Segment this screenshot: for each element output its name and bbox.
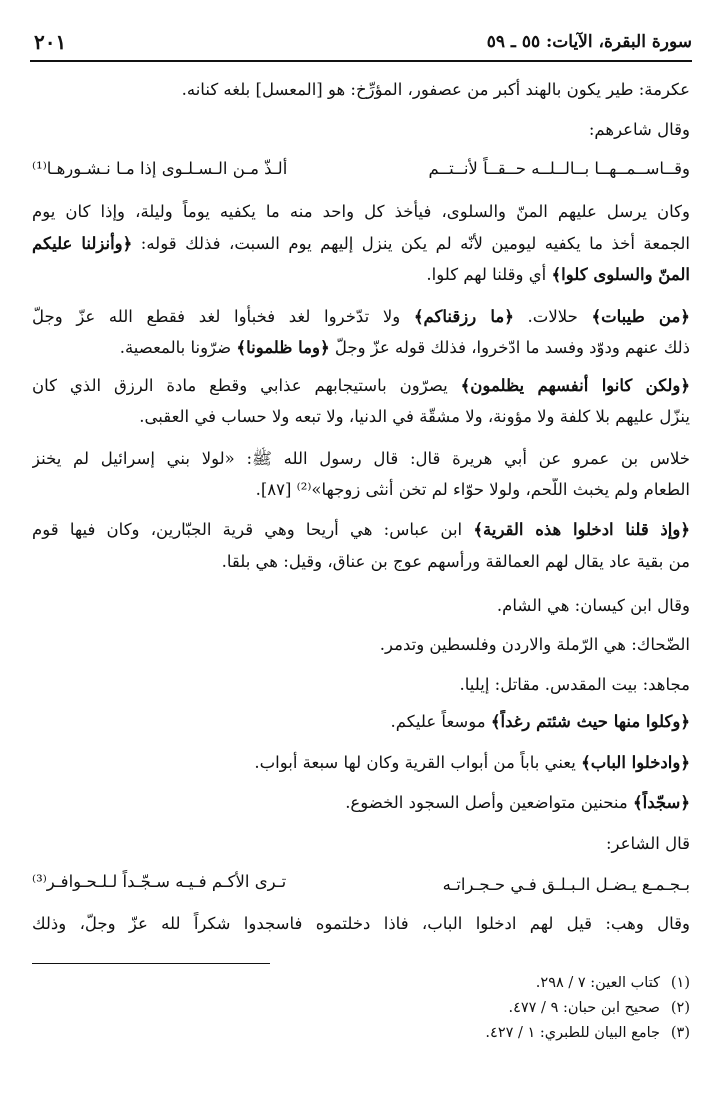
text-segment: ابن عباس: هي أريحا وهي قرية الجبّارين، وكان فيها قوم [32, 520, 474, 539]
poem-verse-first-hemistich: وقــاســمــهــا بــالــلــه حــقــاً لأنــتــم [428, 159, 690, 178]
text-line: الضّحاك: هي الرّملة والاردن وفلسطين وتدمر. [379, 635, 690, 654]
poem-verse-second-hemistich: تـرى الأكـم فـيـه سـجّـداً لـلـحـوافـر⁽³⁾ [32, 872, 287, 891]
text-line: الطعام ولم يخبث اللّحم، ولولا حوّاء لم تخن أنثى زوجها»⁽²⁾ [٨٧]. [255, 480, 690, 499]
text-segment: يصرّون باستيجابهم عذابي وقطع مادة الرزق الذي كان [32, 376, 461, 395]
quran-quote: ﴿وإذ قلنا ادخلوا هذه القرية﴾ [473, 520, 690, 539]
text-line: مجاهد: بيت المقدس. مقاتل: إيليا. [459, 675, 690, 694]
poem-verse-first-hemistich: بـجـمـع يـضـل الـبـلـق فـي حـجـراتـه [442, 875, 690, 894]
text-line: وقال شاعرهم: [588, 120, 690, 139]
text-line: عكرمة: طير يكون بالهند أكبر من عصفور، المؤرِّخ: هو [المعسل] بلغه كنانه. [181, 80, 690, 99]
text-line [32, 336, 690, 360]
text-line: ينزّل عليهم بلا كلفة ولا مؤونة، ولا مشقّة في الدنيا، ولا تبعه ولا حساب في العقبى. [139, 407, 690, 426]
page-header [30, 30, 692, 62]
quran-quote: ﴿وما ظلمونا﴾ [236, 338, 330, 357]
footnote-text: جامع البيان للطبري: ١ / ٤٢٧. [485, 1025, 660, 1041]
footnote-number: (٣) [670, 1025, 690, 1041]
text-line [32, 263, 690, 287]
text-segment: موسعاً عليكم. [390, 712, 491, 731]
footnote-number: (٢) [670, 1000, 690, 1016]
footnote-text: كتاب العين: ٧ / ٢٩٨. [535, 975, 660, 991]
text-line: خلاس بن عمرو عن أبي هريرة قال: قال رسول الله ﷺ: «لولا بني إسرائيل لم يخنز [32, 449, 690, 468]
quran-quote: ﴿سجّداً﴾ [632, 793, 690, 812]
text-line [32, 374, 690, 398]
text-line: وقال ابن كيسان: هي الشام. [496, 596, 690, 615]
text-segment: أي وقلنا لهم كلوا. [426, 265, 552, 284]
text-line: من بقية عاد يقال لهم العمالقة ورأسهم عوج بن عناق، وقيل: هي بلقا. [221, 552, 690, 571]
footnote [300, 973, 690, 993]
footnote-text: صحيح ابن حبان: ٩ / ٤٧٧. [508, 1000, 660, 1016]
text-line [32, 710, 690, 734]
quran-quote: ﴿وادخلوا الباب﴾ [581, 753, 690, 772]
text-line [32, 791, 690, 815]
text-segment: منحنين متواضعين وأصل السجود الخضوع. [345, 793, 633, 812]
quran-quote: ﴿وأنزلنا عليكم [32, 234, 133, 253]
footnote [300, 998, 690, 1018]
text-segment: ضرّونا بالمعصية. [119, 338, 237, 357]
quran-quote: ﴿ولكن كانوا أنفسهم يظلمون﴾ [460, 376, 690, 395]
text-line: وقال وهب: قيل لهم ادخلوا الباب، فاذا دخلتموه فاسجدوا شكراً لله عزّ وجلّ، وذلك [32, 914, 690, 933]
text-segment: ذلك عنهم ودوّد وفسد ما ادّخروا، فذلك قوله عزّ وجلّ [329, 338, 690, 357]
quran-quote: ﴿ما رزقناكم﴾ [413, 307, 514, 326]
text-line: وكان يرسل عليهم المنّ والسلوى، فيأخذ كل واحد منه ما يكفيه يوماً وليلة، وإذا كان يوم [32, 202, 690, 221]
text-segment: الجمعة أخذ ما يكفيه ليومين لأنّه لم يكن ينزل إليهم يوم السبت، فذلك قوله: [132, 234, 690, 253]
page-number: ٢٠١ [34, 30, 67, 54]
footnote [300, 1023, 690, 1043]
footnote-separator [32, 963, 270, 964]
text-line [32, 518, 690, 542]
text-segment: يعني باباً من أبواب القرية وكان لها سبعة أبواب. [254, 753, 582, 772]
quran-quote: المنّ والسلوى كلوا﴾ [551, 265, 690, 284]
quran-quote: ﴿من طيبات﴾ [591, 307, 690, 326]
text-line [32, 232, 690, 256]
footnote-number: (١) [670, 975, 690, 991]
text-segment: ولا تدّخروا لغد فخبأوا لغد فقطع الله عزّ وجلّ [32, 307, 414, 326]
text-line: قال الشاعر: [605, 834, 690, 853]
text-line [32, 751, 690, 775]
poem-verse-second-hemistich: ألـذّ مـن الـسـلـوى إذا مـا نـشـورهـا⁽¹⁾ [32, 159, 288, 178]
quran-quote: ﴿وكلوا منها حيث شئتم رغداً﴾ [490, 712, 690, 731]
surah-title: سورة البقرة، الآيات: ٥٥ ـ ٥٩ [486, 32, 692, 52]
text-segment: حلالات. [513, 307, 592, 326]
text-line [32, 305, 690, 329]
